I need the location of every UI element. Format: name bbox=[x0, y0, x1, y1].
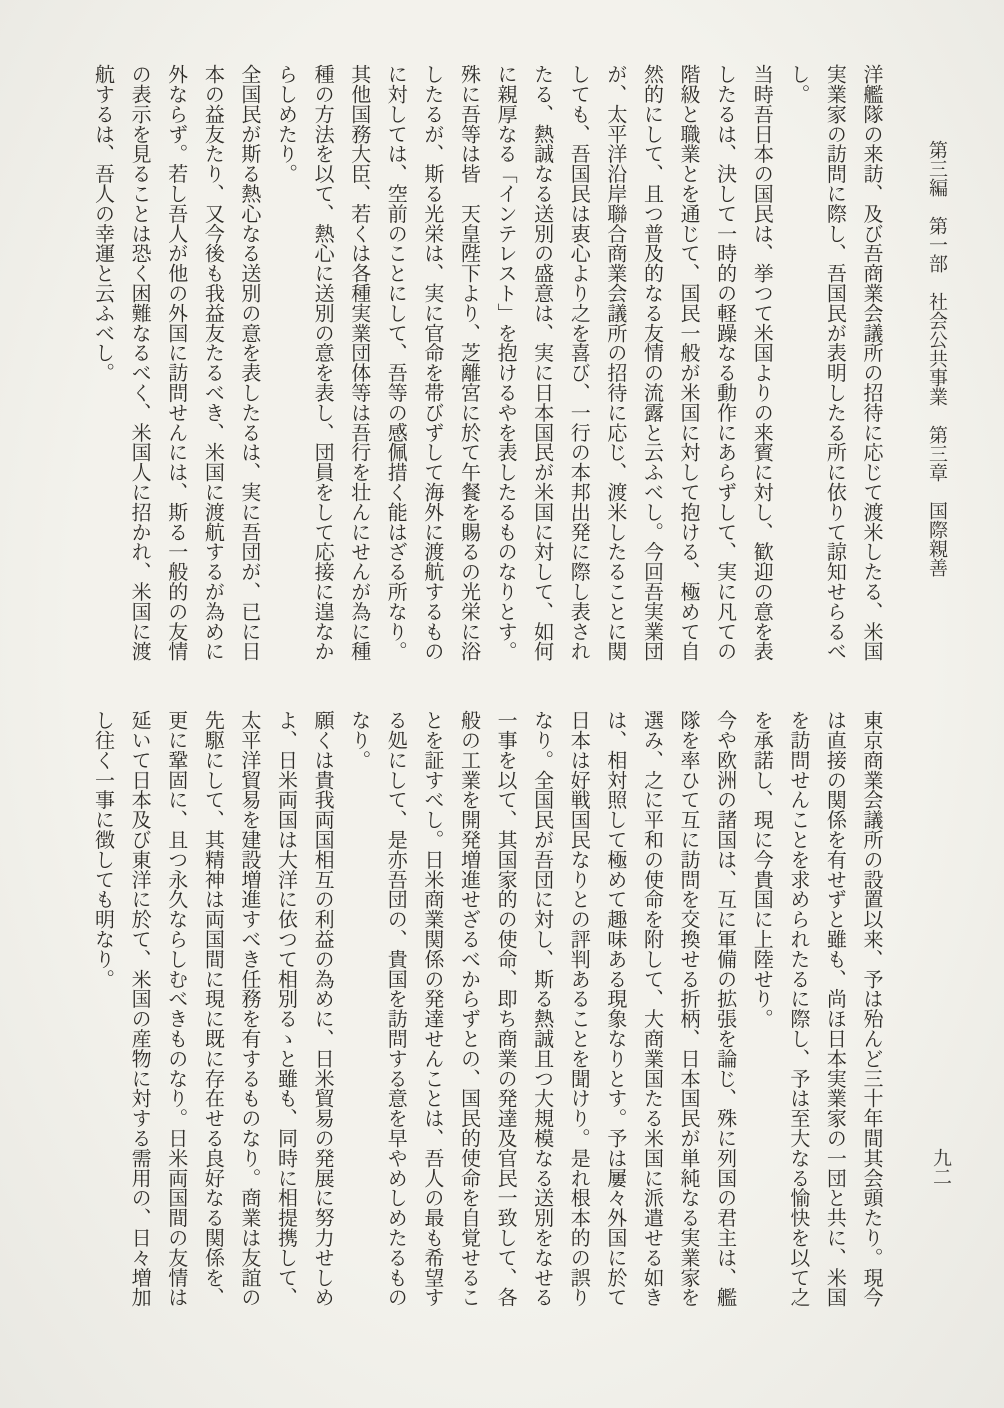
paragraph-block-1 bbox=[85, 64, 890, 670]
running-head: 第三編 第一部 社会公共事業 第三章 国際親善 bbox=[926, 140, 948, 577]
text-line: 隊を率ひて互に訪問を交換せる折柄、日本国民が単純なる実業家を bbox=[677, 710, 702, 1308]
text-line: 東京商業会議所の設置以来、予は殆んど三十年間其会頭たり。現今 bbox=[860, 710, 884, 1308]
text-line: 般の工業を開発増進せざるべからずとの、国民的使命を自覚せるこ bbox=[457, 710, 482, 1308]
text-line: 選み、之に平和の使命を附して、大商業国たる米国に派遣せる如き bbox=[640, 710, 665, 1308]
text-line: し。 bbox=[786, 64, 811, 104]
text-line: は直接の関係を有せずと雖も、尚ほ日本実業家の一団と共に、米国 bbox=[823, 710, 848, 1308]
text-line: したるが、斯る光栄は、実に官命を帯びずして海外に渡航するもの bbox=[420, 64, 445, 662]
text-line: 太平洋貿易を建設増進すべき任務を有するものなり。商業は友誼の bbox=[237, 710, 262, 1308]
text-line: 階級と職業とを通じて、国民一般が米国に対して抱ける、極めて自 bbox=[677, 64, 702, 662]
text-line: を訪問せんことを求められたるに際し、予は至大なる愉快を以て之 bbox=[786, 710, 811, 1308]
text-line: に対しては、空前のことにして、吾等の感佩措く能はざる所なり。 bbox=[384, 64, 409, 662]
text-line: 願くは貴我両国相互の利益の為めに、日米貿易の発展に努力せしめ bbox=[311, 710, 336, 1308]
text-line: 実業家の訪問に際し、吾国民が表明したる所に依りて諒知せらるべ bbox=[823, 64, 848, 662]
page-number: 九二 bbox=[930, 1148, 952, 1186]
text-line: 本の益友たり、又今後も我益友たるべき、米国に渡航するが為めに bbox=[201, 64, 226, 662]
text-line: 延いて日本及び東洋に於て、米国の産物に対する需用の、日々増加 bbox=[128, 710, 153, 1308]
text-line: なり。 bbox=[347, 710, 372, 770]
text-line: 航するは、吾人の幸運と云ふべし。 bbox=[91, 64, 116, 383]
text-line: たる、熱誠なる送別の盛意は、実に日本国民が米国に対して、如何 bbox=[530, 64, 555, 662]
text-line: し往く一事に徴しても明なり。 bbox=[91, 710, 116, 989]
text-line: 其他国務大臣、若くは各種実業団体等は吾行を壮んにせんが為に種 bbox=[347, 64, 372, 662]
text-line: 当時吾日本の国民は、挙つて米国よりの来賓に対し、歓迎の意を表 bbox=[750, 64, 775, 662]
text-line: 一事を以て、其国家的の使命、即ち商業の発達及官民一致して、各 bbox=[494, 710, 519, 1308]
text-line: 日本は好戦国民なりとの評判あることを聞けり。是れ根本的の誤り bbox=[567, 710, 592, 1308]
text-line: を承諾し、現に今貴国に上陸せり。 bbox=[750, 710, 775, 1029]
text-line: が、太平洋沿岸聯合商業会議所の招待に応じ、渡米したることに関 bbox=[603, 64, 628, 662]
text-line: 今や欧洲の諸国は、互に軍備の拡張を論じ、殊に列国の君主は、艦 bbox=[713, 710, 738, 1308]
text-line: 更に鞏固に、且つ永久ならしむべきものなり。日米両国間の友情は bbox=[164, 710, 189, 1308]
text-line: は、相対照して極めて趣味ある現象なりとす。予は屢々外国に於て bbox=[603, 710, 628, 1308]
text-line: しても、吾国民は衷心より之を喜び、一行の本邦出発に際し表され bbox=[567, 64, 592, 662]
text-line: なり。全国民が吾団に対し、斯る熱誠且つ大規模なる送別をなせる bbox=[530, 710, 555, 1308]
text-line: る処にして、是亦吾団の、貴国を訪問する意を早やめしめたるもの bbox=[384, 710, 409, 1308]
text-line: に親厚なる「インテレスト」を抱けるやを表したるものなりとす。 bbox=[494, 64, 519, 662]
text-line: したるは、決して一時的の軽躁なる動作にあらずして、実に凡ての bbox=[713, 64, 738, 662]
text-line: よ、日米両国は大洋に依つて相別るゝと雖も、同時に相提携して、 bbox=[274, 710, 299, 1308]
text-line: 外ならず。若し吾人が他の外国に訪問せんには、斯る一般的の友情 bbox=[164, 64, 189, 662]
paragraph-block-2 bbox=[85, 710, 890, 1316]
text-line: 洋艦隊の来訪、及び吾商業会議所の招待に応じて渡米したる、米国 bbox=[860, 64, 884, 662]
text-line: の表示を見ることは恐く困難なるべく、米国人に招かれ、米国に渡 bbox=[128, 64, 153, 662]
text-line: 全国民が斯る熱心なる送別の意を表したるは、実に吾団が、已に日 bbox=[237, 64, 262, 662]
text-line: 先駆にして、其精神は両国間に現に既に存在せる良好なる関係を、 bbox=[201, 710, 226, 1308]
text-line: とを証すべし。日米商業関係の発達せんことは、吾人の最も希望す bbox=[420, 710, 445, 1308]
text-line: 殊に吾等は皆 天皇陛下より、芝離宮に於て午餐を賜るの光栄に浴 bbox=[457, 64, 482, 662]
text-line: 種の方法を以て、熱心に送別の意を表し、団員をして応接に遑なか bbox=[311, 64, 336, 662]
text-line: らしめたり。 bbox=[274, 64, 299, 184]
text-line: 然的にして、且つ普及的なる友情の流露と云ふべし。今回吾実業団 bbox=[640, 64, 665, 662]
